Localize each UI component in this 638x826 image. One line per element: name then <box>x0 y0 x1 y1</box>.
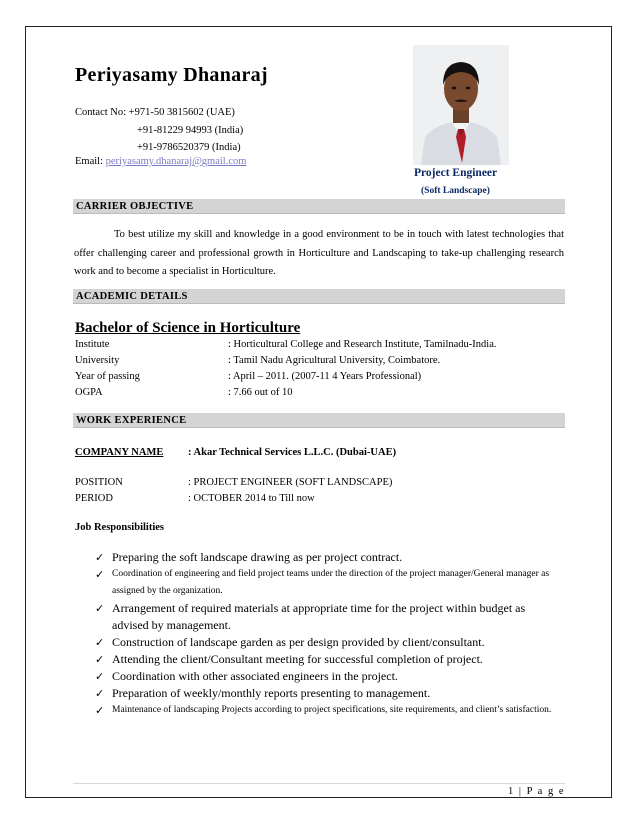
academic-row-institute <box>75 339 497 350</box>
academic-label: University <box>75 355 120 366</box>
academic-value: : Tamil Nadu Agricultural University, Coimbatore. <box>228 355 441 366</box>
list-item: ✓ Attending the client/Consultant meeting for successful completion of project. <box>95 652 483 666</box>
checkmark-icon: ✓ <box>95 704 105 717</box>
email-line <box>75 156 246 167</box>
email-link[interactable]: periyasamy.dhanaraj@gmail.com <box>105 156 247 167</box>
degree-title: Bachelor of Science in Horticulture <box>75 320 301 336</box>
list-item: ✓ Preparing the soft landscape drawing as per project contract. <box>95 550 403 564</box>
list-item: ✓ Construction of landscape garden as per design provided by client/consultant. <box>95 635 485 649</box>
contact-line <box>75 107 235 118</box>
list-item: ✓ Coordination of engineering and field project teams under the direction of the project manager/General manager as assigned by the organization. <box>95 568 550 596</box>
academic-value: : Horticultural College and Research Institute, Tamilnadu-India. <box>228 339 497 350</box>
phone-india-2: +91-9786520379 (India) <box>137 142 241 153</box>
checkmark-icon: ✓ <box>95 551 105 564</box>
list-item: ✓ Maintenance of landscaping Projects according to project specifications, site requirements, and client’s satisfaction. <box>95 704 552 717</box>
page-number: 1 | P a g e <box>508 786 565 797</box>
academic-value: : 7.66 out of 10 <box>228 387 293 398</box>
academic-label: Institute <box>75 339 110 350</box>
academic-row-university <box>75 355 441 366</box>
phone-india-1: +91-81229 94993 (India) <box>137 125 244 136</box>
position-row <box>75 477 393 488</box>
checkmark-icon: ✓ <box>95 602 105 615</box>
section-work-heading: WORK EXPERIENCE <box>73 413 565 428</box>
job-subtitle: (Soft Landscape) <box>421 186 490 196</box>
academic-row-year <box>75 371 422 382</box>
portrait-image <box>413 45 509 165</box>
academic-row-ogpa <box>75 387 293 398</box>
checkmark-icon: ✓ <box>95 670 105 683</box>
email-label: Email: <box>75 156 103 167</box>
footer-divider <box>73 783 565 784</box>
checkmark-icon: ✓ <box>95 687 105 700</box>
checkmark-icon: ✓ <box>95 568 105 581</box>
list-item: ✓ Preparation of weekly/monthly reports presenting to management. <box>95 686 431 700</box>
company-label: COMPANY NAME <box>75 447 164 458</box>
checkmark-icon: ✓ <box>95 653 105 666</box>
profile-photo <box>413 45 509 165</box>
objective-text: To best utilize my skill and knowledge in a good environment to be in touch with latest technologies that offer challenging career and professional growth in Horticulture and Landscaping to take-up challenging research work and to become a specialist in Horticulture. <box>74 229 564 277</box>
period-label: PERIOD <box>75 493 113 504</box>
list-item: ✓ Coordination with other associated engineers in the project. <box>95 669 398 683</box>
academic-value: : April – 2011. (2007-11 4 Years Professional) <box>228 371 422 382</box>
contact-label: Contact No: <box>75 107 127 118</box>
candidate-name: Periyasamy Dhanaraj <box>75 64 268 86</box>
position-label: POSITION <box>75 477 123 488</box>
company-value: : Akar Technical Services L.L.C. (Dubai-UAE) <box>188 447 397 458</box>
company-row <box>75 447 397 458</box>
academic-label: Year of passing <box>75 371 140 382</box>
academic-label: OGPA <box>75 387 103 398</box>
job-title: Project Engineer <box>414 167 498 179</box>
period-value: : OCTOBER 2014 to Till now <box>188 493 315 504</box>
responsibilities-heading: Job Responsibilities <box>75 522 164 533</box>
section-objective-heading: CARRIER OBJECTIVE <box>73 199 565 214</box>
checkmark-icon: ✓ <box>95 636 105 649</box>
period-row <box>75 493 315 504</box>
responsibilities-list <box>95 549 555 719</box>
position-value: : PROJECT ENGINEER (SOFT LANDSCAPE) <box>188 477 393 488</box>
phone-uae: +971-50 3815602 (UAE) <box>128 107 235 118</box>
list-item: ✓ Arrangement of required materials at appropriate time for the project within budget as advised by management. <box>95 601 526 632</box>
section-academic-heading: ACADEMIC DETAILS <box>73 289 565 304</box>
